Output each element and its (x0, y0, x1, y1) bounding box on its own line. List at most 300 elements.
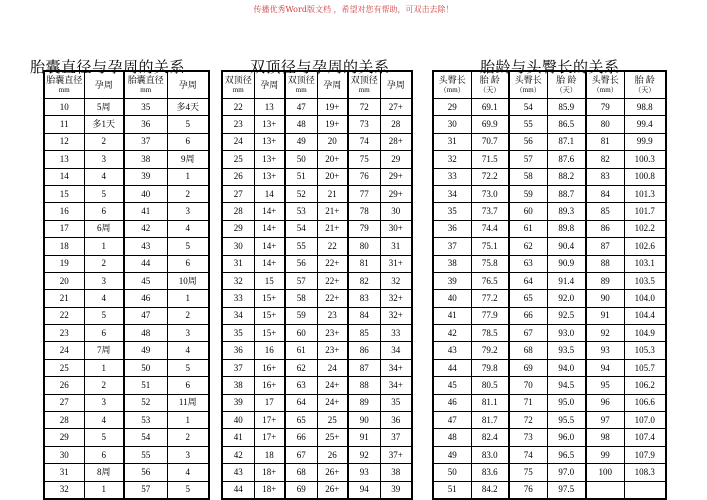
table-cell: 14 (44, 168, 84, 185)
column-header (167, 71, 209, 99)
table-cell: 44 (433, 359, 471, 376)
table-cell: 32 (380, 272, 412, 289)
table-cell: 90 (586, 290, 624, 307)
table-cell: 81.1 (471, 394, 509, 411)
column-header-label: 胎 龄 (556, 75, 577, 85)
table-row (222, 220, 412, 237)
table-cell: 24 (317, 359, 348, 376)
table-cell: 2 (84, 255, 124, 272)
table-cell: 32 (44, 481, 84, 499)
table-cell: 38 (433, 255, 471, 272)
table-cell: 31 (222, 255, 254, 272)
table-cell: 26 (44, 377, 84, 394)
table-row (44, 220, 209, 237)
table-cell: 48 (433, 429, 471, 446)
table-cell: 11周 (167, 394, 209, 411)
table-row (433, 168, 666, 185)
table-cell: 41 (222, 429, 254, 446)
table-cell: 44 (222, 481, 254, 499)
table-cell: 1 (167, 412, 209, 429)
table-cell: 92 (586, 325, 624, 342)
table-cell: 16+ (254, 377, 285, 394)
table-cell: 52 (285, 185, 317, 202)
table-cell: 94 (348, 481, 380, 499)
table-cell: 19 (44, 255, 84, 272)
table-row (222, 238, 412, 255)
column-header (285, 71, 317, 99)
table-cell: 21 (317, 185, 348, 202)
table-cell: 43 (124, 238, 167, 255)
column-header-label: 头臀长 (514, 75, 542, 85)
table-row (433, 359, 666, 376)
table-cell: 41 (433, 307, 471, 324)
crown-rump-table (432, 70, 667, 500)
table-cell: 25 (317, 412, 348, 429)
table-cell: 74.4 (471, 220, 509, 237)
table-cell: 76.5 (471, 272, 509, 289)
table-cell: 5 (167, 116, 209, 133)
table-cell: 105.3 (624, 342, 666, 359)
table-cell: 79.2 (471, 342, 509, 359)
column-header-unit: mm (358, 86, 370, 94)
table-cell: 79 (586, 99, 624, 116)
table-cell: 90.4 (547, 238, 586, 255)
table-cell: 19+ (317, 116, 348, 133)
table-cell: 47 (433, 412, 471, 429)
table-row (222, 255, 412, 272)
table-cell: 2 (84, 377, 124, 394)
table-cell: 63 (285, 377, 317, 394)
table-cell: 24+ (317, 394, 348, 411)
table-cell: 88 (348, 377, 380, 394)
table-cell: 11 (44, 116, 84, 133)
table-cell: 99.9 (624, 133, 666, 150)
table-cell: 71 (509, 394, 547, 411)
table-cell: 91 (348, 429, 380, 446)
table-cell: 15 (44, 185, 84, 202)
table-cell: 14 (254, 185, 285, 202)
table-title-biparietal: 双顶径与孕周的关系 (250, 58, 390, 77)
table-cell: 6 (84, 203, 124, 220)
table-cell: 17+ (254, 412, 285, 429)
table-cell: 89.3 (547, 203, 586, 220)
table-cell: 13+ (254, 116, 285, 133)
table-row (222, 325, 412, 342)
table-row (222, 185, 412, 202)
table-row (222, 307, 412, 324)
table-row (222, 446, 412, 463)
table-row (222, 151, 412, 168)
table-cell: 26+ (317, 464, 348, 481)
table-cell: 72 (348, 99, 380, 116)
table-cell: 87 (348, 359, 380, 376)
table-header-row (44, 71, 209, 99)
table-cell: 85 (348, 325, 380, 342)
table-cell: 27 (44, 394, 84, 411)
table-cell: 31 (380, 238, 412, 255)
table-cell: 18 (254, 446, 285, 463)
table-cell: 107.9 (624, 446, 666, 463)
table-cell: 56 (509, 133, 547, 150)
table-cell: 34+ (380, 377, 412, 394)
table-cell: 55 (285, 238, 317, 255)
table-cell: 5 (84, 185, 124, 202)
table-cell: 54 (509, 99, 547, 116)
table-cell: 37 (380, 429, 412, 446)
table-cell: 14+ (254, 203, 285, 220)
table-cell: 36 (433, 220, 471, 237)
table-cell: 43 (222, 464, 254, 481)
table-cell: 64 (285, 394, 317, 411)
table-cell: 53 (124, 412, 167, 429)
table-row (433, 481, 666, 499)
table-cell (624, 481, 666, 499)
table-cell: 66 (509, 307, 547, 324)
table-cell: 73.7 (471, 203, 509, 220)
table-row (222, 429, 412, 446)
table-row (433, 377, 666, 394)
table-cell: 28 (380, 116, 412, 133)
table-row (44, 290, 209, 307)
table-row (433, 133, 666, 150)
table-cell: 4 (84, 290, 124, 307)
table-row (433, 238, 666, 255)
table-header-row (222, 71, 412, 99)
table-cell: 74 (509, 446, 547, 463)
table-cell: 60 (509, 203, 547, 220)
table-cell: 77.2 (471, 290, 509, 307)
table-cell: 3 (167, 325, 209, 342)
table-cell: 1 (84, 238, 124, 255)
table-cell: 14+ (254, 220, 285, 237)
table-cell: 67 (285, 446, 317, 463)
table-row (44, 359, 209, 376)
table-row (222, 203, 412, 220)
table-cell: 57 (509, 151, 547, 168)
table-cell: 6 (167, 255, 209, 272)
table-cell: 74 (348, 133, 380, 150)
table-cell: 86.5 (547, 116, 586, 133)
table-cell: 21+ (317, 203, 348, 220)
table-title-gestational-sac: 胎囊直径与孕周的关系 (30, 58, 186, 77)
table-cell: 94 (586, 359, 624, 376)
table-cell: 100.3 (624, 151, 666, 168)
table-row (433, 342, 666, 359)
table-cell: 64 (509, 272, 547, 289)
table-row (433, 325, 666, 342)
table-cell: 37 (433, 238, 471, 255)
table-cell: 28+ (380, 133, 412, 150)
table-cell (586, 481, 624, 499)
table-cell: 49 (124, 342, 167, 359)
table-cell: 69 (285, 481, 317, 499)
table-cell: 101.7 (624, 203, 666, 220)
column-header-label: 孕周 (260, 79, 279, 90)
column-header (380, 71, 412, 99)
table-cell: 79.8 (471, 359, 509, 376)
table-row (44, 429, 209, 446)
table-cell: 99 (586, 446, 624, 463)
column-header-label: 胎 龄 (479, 75, 500, 85)
table-cell: 15+ (254, 290, 285, 307)
table-cell: 36 (380, 412, 412, 429)
table-cell: 34 (433, 185, 471, 202)
table-cell: 6 (84, 325, 124, 342)
table-row (44, 481, 209, 499)
table-cell: 56 (285, 255, 317, 272)
column-header (348, 71, 380, 99)
table-cell: 52 (124, 394, 167, 411)
column-header-unit: mm (58, 86, 70, 94)
table-cell: 23 (44, 325, 84, 342)
table-cell: 26+ (317, 481, 348, 499)
table-cell: 2 (167, 307, 209, 324)
table-cell: 29 (222, 220, 254, 237)
table-cell: 60 (285, 325, 317, 342)
column-header-unit: mm (232, 86, 244, 94)
table-cell: 21+ (317, 220, 348, 237)
table-cell: 77 (348, 185, 380, 202)
table-cell: 31 (44, 464, 84, 481)
table-cell: 34 (380, 342, 412, 359)
table-cell: 36 (124, 116, 167, 133)
table-cell: 12 (44, 133, 84, 150)
table-cell: 多4天 (167, 99, 209, 116)
table-cell: 98 (586, 429, 624, 446)
table-cell: 30 (380, 203, 412, 220)
table-cell: 29 (433, 99, 471, 116)
table-cell: 3 (167, 446, 209, 463)
table-cell: 51 (433, 481, 471, 499)
table-cell: 36 (222, 342, 254, 359)
table-cell: 53 (285, 203, 317, 220)
table-cell: 100.8 (624, 168, 666, 185)
table-cell: 14+ (254, 238, 285, 255)
table-cell: 82 (348, 272, 380, 289)
table-cell: 95.0 (547, 394, 586, 411)
table-cell: 43 (433, 342, 471, 359)
table-cell: 6 (84, 446, 124, 463)
table-row (433, 185, 666, 202)
table-row (433, 307, 666, 324)
table-cell: 19+ (317, 99, 348, 116)
table-cell: 37 (124, 133, 167, 150)
table-row (44, 394, 209, 411)
table-cell: 20+ (317, 151, 348, 168)
table-row (222, 377, 412, 394)
table-row (222, 412, 412, 429)
table-cell: 30+ (380, 220, 412, 237)
table-cell: 28 (222, 203, 254, 220)
watermark-text: 传播优秀Word版文档 ，希望对您有帮助，可双击去除！ (253, 5, 454, 14)
table-cell: 32+ (380, 290, 412, 307)
column-header (124, 71, 167, 99)
table-cell: 97.0 (547, 464, 586, 481)
table-cell: 5 (167, 359, 209, 376)
table-cell: 96.0 (547, 429, 586, 446)
table-cell: 92.5 (547, 307, 586, 324)
table-cell: 100 (586, 464, 624, 481)
column-header-unit: （mm） (592, 86, 618, 94)
table-cell: 30 (44, 446, 84, 463)
table-row (222, 272, 412, 289)
table-cell: 69.1 (471, 99, 509, 116)
table-cell: 71.5 (471, 151, 509, 168)
table-row (433, 203, 666, 220)
table-cell: 50 (124, 359, 167, 376)
table-cell: 40 (433, 290, 471, 307)
table-cell: 23+ (317, 325, 348, 342)
table-cell: 35 (124, 99, 167, 116)
table-cell: 73 (509, 429, 547, 446)
table-cell: 46 (433, 394, 471, 411)
table-cell: 106.2 (624, 377, 666, 394)
table-cell: 9周 (167, 151, 209, 168)
table-cell: 3 (84, 272, 124, 289)
table-row (222, 133, 412, 150)
column-header-unit: （天） (555, 86, 577, 94)
table-title-crown-rump: 胎龄与头臀长的关系 (480, 58, 620, 77)
table-cell: 58 (509, 168, 547, 185)
column-header (44, 71, 84, 99)
table-cell: 73 (348, 116, 380, 133)
table-row (433, 412, 666, 429)
table-row (433, 394, 666, 411)
table-cell: 18 (44, 238, 84, 255)
table-cell: 42 (433, 325, 471, 342)
table-cell: 90 (348, 412, 380, 429)
table-cell: 35 (222, 325, 254, 342)
table-cell: 13+ (254, 133, 285, 150)
table-cell: 4 (84, 412, 124, 429)
table-cell: 6 (167, 377, 209, 394)
table-cell: 4 (84, 168, 124, 185)
table-row (44, 168, 209, 185)
table-cell: 5周 (84, 99, 124, 116)
table-cell: 3 (167, 203, 209, 220)
table-row (44, 446, 209, 463)
table-cell: 31+ (380, 255, 412, 272)
table-cell: 21 (44, 290, 84, 307)
table-cell: 70 (509, 377, 547, 394)
table-cell: 6 (167, 133, 209, 150)
table-cell: 94.5 (547, 377, 586, 394)
table-cell: 13+ (254, 151, 285, 168)
table-cell: 3 (84, 394, 124, 411)
table-cell: 30 (222, 238, 254, 255)
table-cell: 78.5 (471, 325, 509, 342)
table-cell: 69.9 (471, 116, 509, 133)
table-row (222, 168, 412, 185)
table-cell: 23+ (317, 342, 348, 359)
column-header-label: 胎 龄 (634, 75, 655, 85)
table-cell: 4 (167, 342, 209, 359)
table-cell: 35 (380, 394, 412, 411)
column-header-label: 双顶径 (287, 75, 315, 85)
table-row (44, 272, 209, 289)
table-cell: 38 (124, 151, 167, 168)
table-cell: 51 (285, 168, 317, 185)
table-cell: 15+ (254, 307, 285, 324)
table-cell: 62 (509, 238, 547, 255)
table-cell: 13 (44, 151, 84, 168)
table-cell: 81.7 (471, 412, 509, 429)
table-cell: 16 (44, 203, 84, 220)
column-header-label: 头臀长 (438, 75, 466, 85)
table-cell: 80 (586, 116, 624, 133)
table-cell: 87.1 (547, 133, 586, 150)
table-cell: 30 (433, 116, 471, 133)
table-row (222, 116, 412, 133)
table-cell: 85 (586, 203, 624, 220)
table-cell: 99.4 (624, 116, 666, 133)
column-header-unit: mm (140, 86, 152, 94)
table-cell: 79 (348, 220, 380, 237)
table-cell: 58 (285, 290, 317, 307)
table-cell: 92.0 (547, 290, 586, 307)
table-cell: 16 (254, 342, 285, 359)
table-cell: 93 (348, 464, 380, 481)
table-cell: 88 (586, 255, 624, 272)
table-cell: 39 (380, 481, 412, 499)
table-cell: 101.3 (624, 185, 666, 202)
table-cell: 39 (222, 394, 254, 411)
table-cell: 95.5 (547, 412, 586, 429)
column-header (84, 71, 124, 99)
table-cell: 61 (285, 342, 317, 359)
table-cell: 22+ (317, 255, 348, 272)
table-row (44, 325, 209, 342)
table-cell: 69 (509, 359, 547, 376)
table-cell: 104.4 (624, 307, 666, 324)
table-row (44, 377, 209, 394)
table-cell: 96.5 (547, 446, 586, 463)
table-row (44, 133, 209, 150)
table-cell: 57 (124, 481, 167, 499)
table-cell: 8周 (84, 464, 124, 481)
table-cell: 66 (285, 429, 317, 446)
table-row (44, 238, 209, 255)
table-cell: 22 (317, 238, 348, 255)
table-cell: 50 (285, 151, 317, 168)
column-header-unit: （天） (634, 86, 656, 94)
table-cell: 17 (254, 394, 285, 411)
table-row (222, 481, 412, 499)
table-row (44, 255, 209, 272)
table-cell: 10 (44, 99, 84, 116)
column-header (586, 71, 624, 99)
table-cell: 1 (167, 168, 209, 185)
table-cell: 93 (586, 342, 624, 359)
table-cell: 75.1 (471, 238, 509, 255)
table-row (433, 220, 666, 237)
column-header (624, 71, 666, 99)
table-cell: 29 (44, 429, 84, 446)
table-cell: 48 (124, 325, 167, 342)
table-cell: 41 (124, 203, 167, 220)
column-header-label: 孕周 (386, 79, 405, 90)
table-cell: 18+ (254, 464, 285, 481)
table-cell: 86 (586, 220, 624, 237)
table-cell: 59 (285, 307, 317, 324)
table-cell: 76 (348, 168, 380, 185)
table-cell: 25 (44, 359, 84, 376)
table-row (44, 412, 209, 429)
table-row (433, 464, 666, 481)
table-cell: 7周 (84, 342, 124, 359)
table-row (44, 151, 209, 168)
table-cell: 86 (348, 342, 380, 359)
